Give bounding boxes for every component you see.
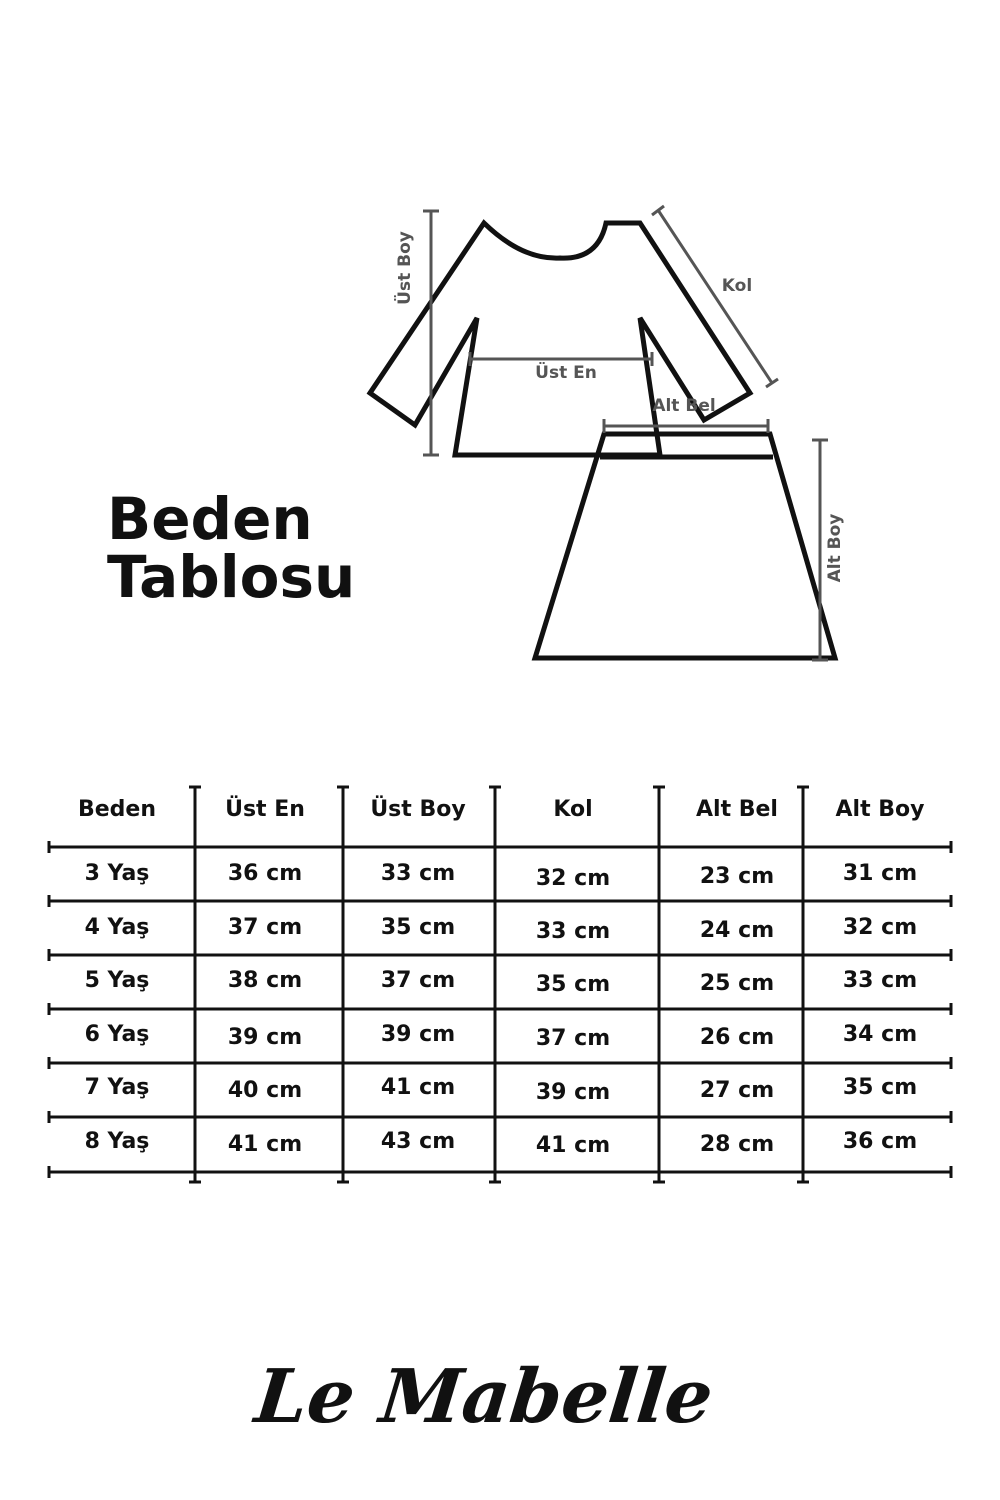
table-cell: 35 cm — [842, 1075, 918, 1100]
alt-boy-label: Alt Boy — [825, 513, 845, 583]
table-cell: 7 Yaş — [84, 1075, 150, 1100]
header-ust-boy: Üst Boy — [370, 797, 466, 822]
alt-bel-label: Alt Bel — [652, 396, 716, 416]
table-cell: 35 cm — [380, 915, 456, 940]
header-ust-en: Üst En — [225, 797, 305, 822]
header-kol: Kol — [553, 797, 593, 822]
table-cell: 34 cm — [842, 1022, 918, 1047]
table-cell: 3 Yaş — [84, 861, 150, 886]
table-cell: 36 cm — [842, 1129, 918, 1154]
table-cell: 33 cm — [535, 919, 611, 944]
header-beden: Beden — [77, 797, 157, 822]
table-cell: 33 cm — [842, 968, 918, 993]
table-cell: 32 cm — [535, 866, 611, 891]
title-line-1: Beden — [107, 485, 313, 553]
ust-en-label: Üst En — [535, 363, 597, 383]
header-alt-boy: Alt Boy — [835, 797, 925, 822]
table-cell: 38 cm — [227, 968, 303, 993]
table-cell: 24 cm — [699, 918, 775, 943]
brand-logo — [0, 1340, 1000, 1460]
table-cell: 32 cm — [842, 915, 918, 940]
table-cell: 35 cm — [535, 972, 611, 997]
table-cell: 37 cm — [227, 915, 303, 940]
header-alt-bel: Alt Bel — [696, 797, 778, 822]
table-cell: 26 cm — [699, 1025, 775, 1050]
table-cell: 39 cm — [380, 1022, 456, 1047]
title-line-2: Tablosu — [107, 543, 356, 611]
table-cell: 8 Yaş — [84, 1129, 150, 1154]
table-cell: 33 cm — [380, 861, 456, 886]
table-cell: 37 cm — [535, 1026, 611, 1051]
table-cell: 23 cm — [699, 864, 775, 889]
brand-name: Le Mabelle — [251, 1353, 717, 1440]
table-cell: 25 cm — [699, 971, 775, 996]
table-cell: 39 cm — [227, 1025, 303, 1050]
table-cell: 27 cm — [699, 1078, 775, 1103]
table-cell: 41 cm — [535, 1133, 611, 1158]
kol-label: Kol — [721, 276, 753, 296]
table-cell: 40 cm — [227, 1078, 303, 1103]
table-cell: 43 cm — [380, 1129, 456, 1154]
table-cell: 31 cm — [842, 861, 918, 886]
table-cell: 39 cm — [535, 1080, 611, 1105]
table-cell: 6 Yaş — [84, 1022, 150, 1047]
table-cell: 28 cm — [699, 1132, 775, 1157]
table-cell: 41 cm — [227, 1132, 303, 1157]
table-cell: 5 Yaş — [84, 968, 150, 993]
table-cell: 37 cm — [380, 968, 456, 993]
table-cell: 4 Yaş — [84, 915, 150, 940]
table-cell: 36 cm — [227, 861, 303, 886]
ust-boy-label: Üst Boy — [395, 231, 415, 305]
table-cell: 41 cm — [380, 1075, 456, 1100]
